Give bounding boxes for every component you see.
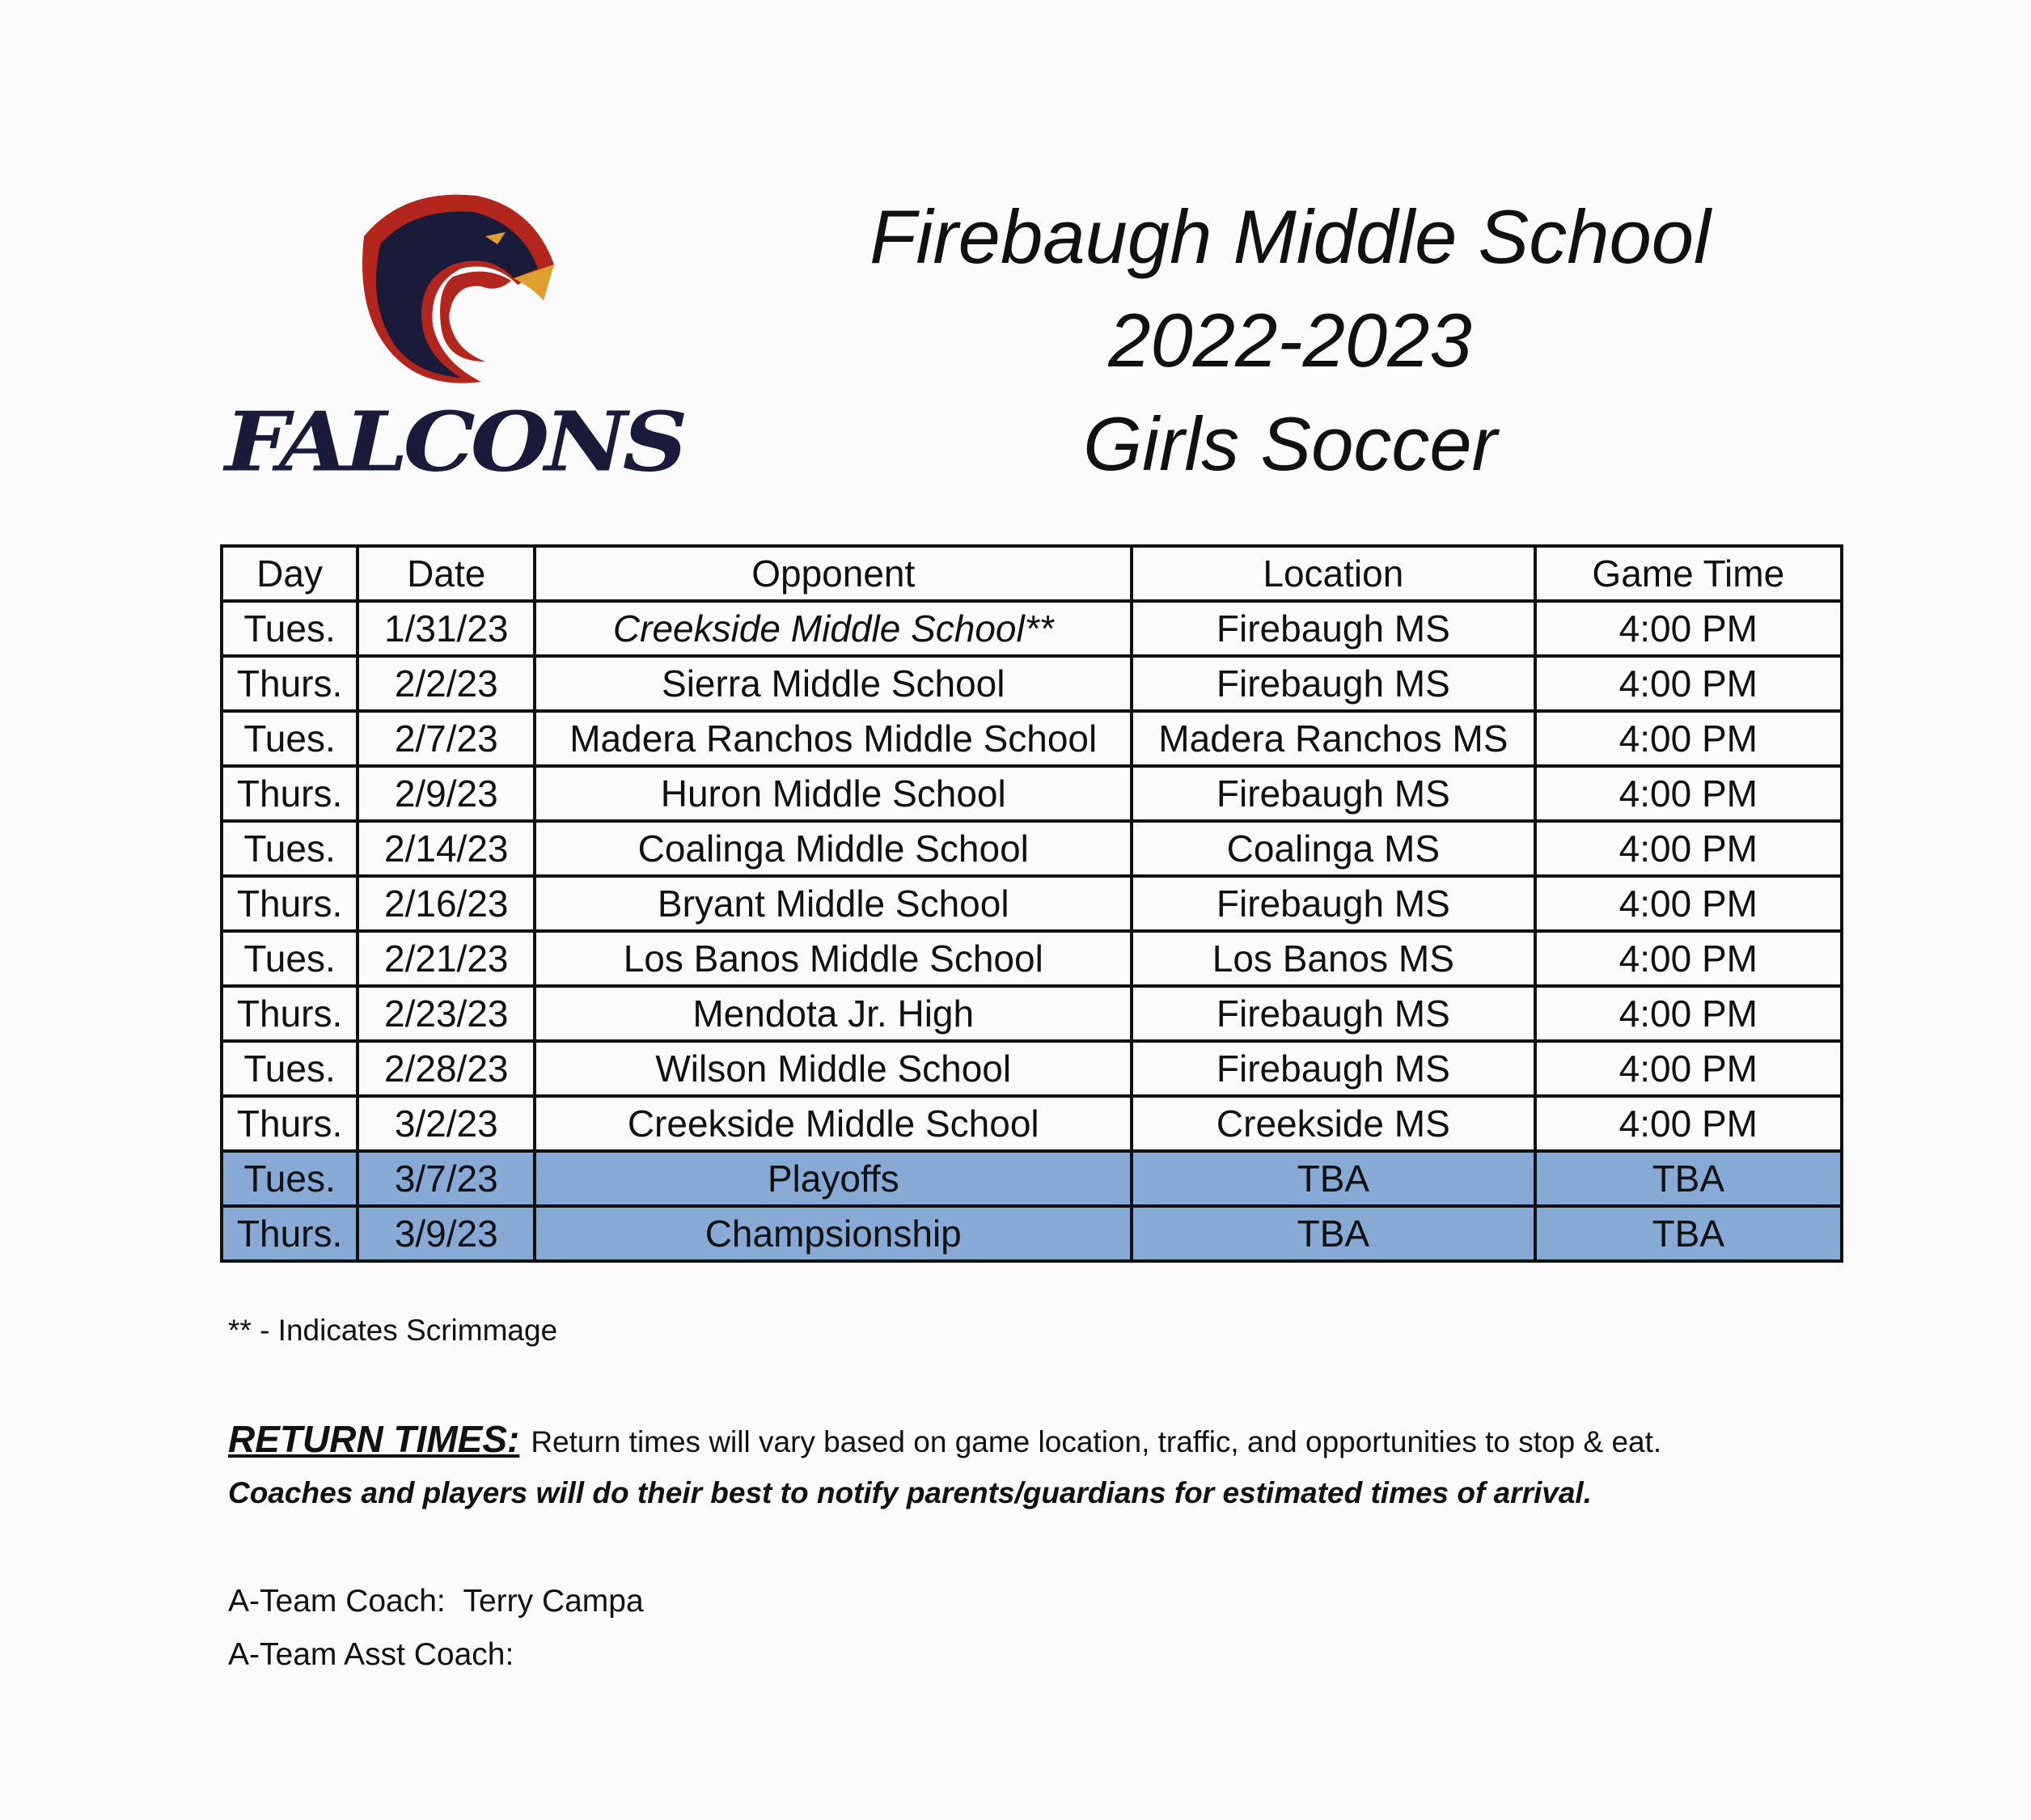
cell-time: TBA [1535,1151,1842,1206]
cell-opponent: Wilson Middle School [535,1041,1132,1096]
cell-location: TBA [1132,1151,1534,1206]
cell-location: Firebaugh MS [1132,1041,1534,1096]
table-row [222,821,1842,876]
table-row [222,1041,1842,1096]
cell-day: Thurs. [222,1096,358,1151]
head-coach-label: A-Team Coach: [228,1584,446,1619]
cell-location: Firebaugh MS [1132,656,1534,711]
cell-day: Tues. [222,601,358,656]
cell-date: 2/2/23 [358,656,535,711]
table-row [222,1206,1842,1261]
cell-opponent: Playoffs [535,1151,1132,1206]
table-row [222,711,1842,766]
table-header-row [222,546,1842,601]
cell-location: Firebaugh MS [1132,986,1534,1041]
cell-opponent: Creekside Middle School [535,1096,1132,1151]
table-row [222,656,1842,711]
asst-coach-line [228,1637,514,1673]
table-row [222,766,1842,821]
return-times-note: Coaches and players will do their best to notify parents/guardians for estimated times of arrival. [228,1476,1592,1509]
table-row [222,1096,1842,1151]
table-row [222,876,1842,931]
cell-date: 3/7/23 [358,1151,535,1206]
cell-day: Tues. [222,1151,358,1206]
cell-opponent: Champsionship [535,1206,1132,1261]
column-header-date: Date [358,546,535,601]
cell-time: 4:00 PM [1535,821,1842,876]
cell-day: Thurs. [222,656,358,711]
cell-location: Firebaugh MS [1132,601,1534,656]
cell-location: Coalinga MS [1132,821,1534,876]
asst-coach-label: A-Team Asst Coach: [228,1637,514,1672]
cell-opponent: Sierra Middle School [535,656,1132,711]
table-row [222,986,1842,1041]
return-times-text: Return times will vary based on game location, traffic, and opportunities to stop & eat. [531,1425,1662,1458]
cell-opponent: Madera Ranchos Middle School [535,711,1132,766]
cell-day: Thurs. [222,986,358,1041]
schedule-table [220,544,1843,1263]
cell-opponent: Bryant Middle School [535,876,1132,931]
cell-date: 2/7/23 [358,711,535,766]
head-coach-line [228,1584,644,1619]
cell-opponent: Coalinga Middle School [535,821,1132,876]
cell-location: Los Banos MS [1132,931,1534,986]
cell-day: Tues. [222,821,358,876]
season-title: 2022-2023 [1108,298,1472,383]
table-row [222,931,1842,986]
sport-title: Girls Soccer [1083,401,1497,486]
cell-date: 3/2/23 [358,1096,535,1151]
cell-date: 2/9/23 [358,766,535,821]
return-times-label: RETURN TIMES: [228,1418,520,1460]
cell-location: Madera Ranchos MS [1132,711,1534,766]
cell-date: 2/23/23 [358,986,535,1041]
cell-time: 4:00 PM [1535,601,1842,656]
cell-date: 1/31/23 [358,601,535,656]
cell-day: Tues. [222,711,358,766]
cell-time: 4:00 PM [1535,766,1842,821]
column-header-game-time: Game Time [1535,546,1842,601]
cell-opponent: Creekside Middle School** [535,601,1132,656]
column-header-location: Location [1132,546,1534,601]
cell-date: 2/21/23 [358,931,535,986]
cell-location: TBA [1132,1206,1534,1261]
cell-date: 2/14/23 [358,821,535,876]
scrimmage-footnote: ** - Indicates Scrimmage [228,1314,558,1347]
column-header-day: Day [222,546,358,601]
cell-location: Firebaugh MS [1132,766,1534,821]
cell-time: 4:00 PM [1535,1096,1842,1151]
head-coach-name: Terry Campa [463,1584,644,1619]
cell-time: 4:00 PM [1535,876,1842,931]
school-title: Firebaugh Middle School [870,194,1711,279]
cell-opponent: Huron Middle School [535,766,1132,821]
table-row [222,1151,1842,1206]
cell-opponent: Mendota Jr. High [535,986,1132,1041]
cell-time: 4:00 PM [1535,986,1842,1041]
table-row [222,601,1842,656]
return-times-paragraph [228,1417,1661,1461]
cell-date: 3/9/23 [358,1206,535,1261]
falcon-logo-icon [332,188,566,398]
cell-time: 4:00 PM [1535,656,1842,711]
cell-day: Thurs. [222,876,358,931]
cell-time: 4:00 PM [1535,1041,1842,1096]
logo-wordmark: FALCONS [225,395,683,490]
cell-day: Tues. [222,1041,358,1096]
column-header-opponent: Opponent [535,546,1132,601]
cell-date: 2/16/23 [358,876,535,931]
cell-location: Firebaugh MS [1132,876,1534,931]
cell-time: 4:00 PM [1535,711,1842,766]
cell-day: Thurs. [222,1206,358,1261]
cell-time: 4:00 PM [1535,931,1842,986]
cell-location: Creekside MS [1132,1096,1534,1151]
cell-time: TBA [1535,1206,1842,1261]
cell-date: 2/28/23 [358,1041,535,1096]
cell-day: Thurs. [222,766,358,821]
cell-opponent: Los Banos Middle School [535,931,1132,986]
cell-day: Tues. [222,931,358,986]
